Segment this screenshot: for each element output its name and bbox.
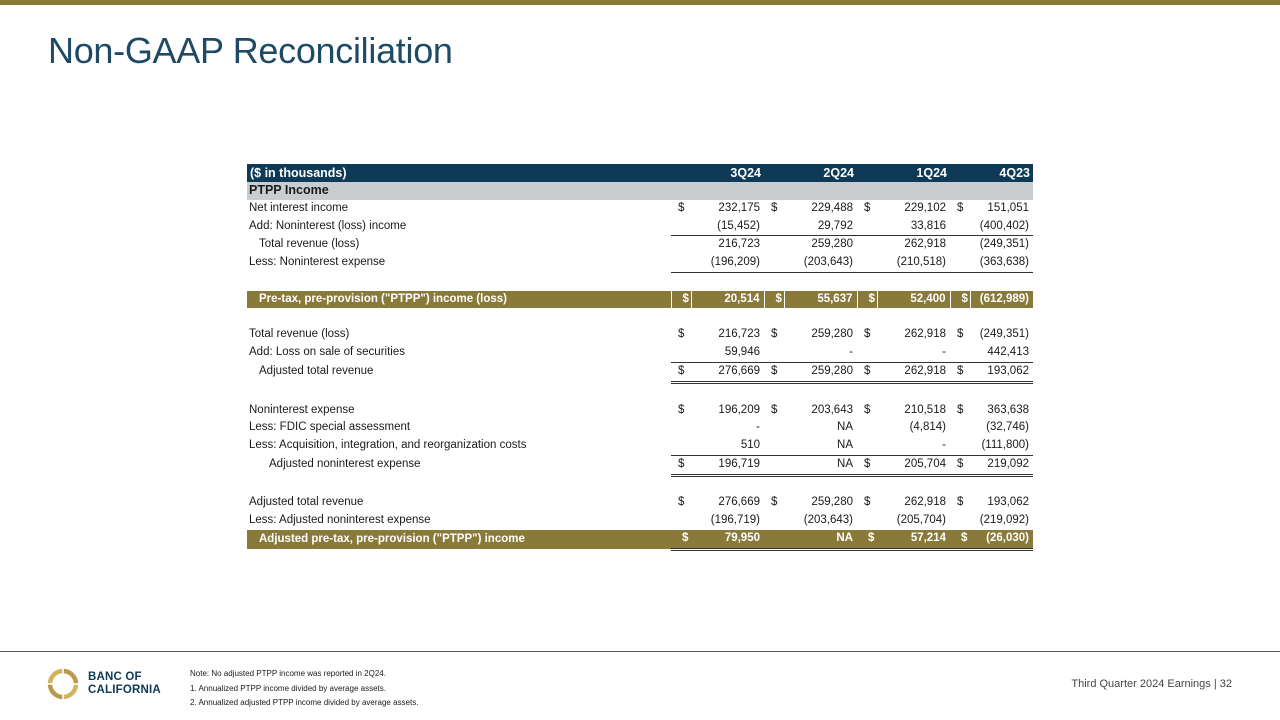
- currency-symbol: $: [957, 328, 964, 341]
- spacer-cell: [247, 272, 1033, 290]
- currency-symbol: $: [857, 455, 877, 475]
- currency-symbol: $: [671, 362, 691, 382]
- value-cell: 52,400: [877, 291, 950, 309]
- currency-symbol: [857, 236, 877, 254]
- currency-symbol: [764, 437, 784, 455]
- value-cell: 442,413: [987, 346, 1029, 359]
- row-label: Add: Loss on sale of securities: [249, 346, 405, 359]
- currency-symbol: [764, 419, 784, 437]
- row-label: Less: Noninterest expense: [249, 256, 386, 269]
- table-row: [247, 344, 1033, 362]
- header-period: 1Q24: [857, 164, 950, 182]
- row-label: Adjusted noninterest expense: [269, 458, 421, 471]
- value-cell: 196,209: [718, 403, 760, 416]
- value-cell: 59,946: [724, 346, 760, 359]
- currency-symbol: [671, 254, 691, 272]
- currency-symbol: $: [771, 496, 778, 509]
- currency-symbol: [764, 236, 784, 254]
- value-cell: 205,704: [877, 455, 950, 475]
- currency-symbol: $: [764, 362, 784, 382]
- row-label: Net interest income: [249, 201, 349, 214]
- currency-symbol: $: [857, 530, 877, 549]
- value-cell: 262,918: [904, 328, 946, 341]
- currency-symbol: $: [950, 362, 970, 382]
- currency-symbol: [857, 344, 877, 362]
- currency-symbol: $: [671, 455, 691, 475]
- row-label: Less: Adjusted noninterest expense: [249, 514, 431, 527]
- spacer-cell: [247, 475, 1033, 494]
- banc-of-california-logo-icon: [47, 668, 79, 700]
- table-row: [247, 494, 1033, 512]
- value-cell: (400,402): [970, 217, 1033, 235]
- footnote: Note: No adjusted PTPP income was reported in 2Q24.: [190, 669, 386, 678]
- value-cell: (205,704): [896, 514, 946, 527]
- reconciliation-table: [247, 164, 1033, 551]
- total-row: [247, 530, 1033, 549]
- total-row: [247, 291, 1033, 309]
- value-cell: 229,488: [811, 201, 853, 214]
- currency-symbol: $: [678, 403, 685, 416]
- row-label: Total revenue (loss): [249, 328, 350, 341]
- currency-symbol: $: [957, 201, 964, 214]
- table-row: [247, 326, 1033, 344]
- row-label: Noninterest expense: [249, 403, 355, 416]
- value-cell: 259,280: [811, 238, 853, 251]
- value-cell: (203,643): [803, 514, 853, 527]
- currency-symbol: [950, 419, 970, 437]
- currency-symbol: [671, 512, 691, 530]
- page-footer-label: Third Quarter 2024 Earnings | 32: [1071, 678, 1232, 690]
- spacer-row: [247, 475, 1033, 494]
- brand-line-2: CALIFORNIA: [88, 684, 161, 696]
- section-title: PTPP Income: [247, 182, 1033, 200]
- currency-symbol: $: [771, 328, 778, 341]
- currency-symbol: $: [678, 201, 685, 214]
- currency-symbol: $: [764, 291, 784, 309]
- row-label: Less: Acquisition, integration, and reorganization costs: [249, 439, 527, 452]
- currency-symbol: [764, 254, 784, 272]
- value-cell: -: [849, 346, 853, 359]
- currency-symbol: [764, 530, 784, 549]
- value-cell: 196,719: [691, 455, 764, 475]
- value-cell: 276,669: [718, 496, 760, 509]
- currency-symbol: [764, 217, 784, 235]
- header-period: 3Q24: [671, 164, 764, 182]
- header-period: 4Q23: [950, 164, 1033, 182]
- value-cell: NA: [784, 530, 857, 549]
- value-cell: 33,816: [877, 217, 950, 235]
- value-cell: 259,280: [811, 328, 853, 341]
- table-row: [247, 362, 1033, 382]
- currency-symbol: [671, 217, 691, 235]
- value-cell: -: [942, 346, 946, 359]
- value-cell: 55,637: [784, 291, 857, 309]
- row-label: Pre-tax, pre-provision ("PTPP") income (loss): [247, 291, 671, 309]
- value-cell: -: [756, 421, 760, 434]
- footnote: 2. Annualized adjusted PTPP income divided by average assets.: [190, 698, 419, 707]
- value-cell: 259,280: [784, 362, 857, 382]
- value-cell: (111,800): [981, 439, 1029, 452]
- row-label: Total revenue (loss): [259, 238, 360, 251]
- page-title: Non-GAAP Reconciliation: [48, 30, 453, 71]
- currency-symbol: $: [671, 291, 691, 309]
- value-cell: 232,175: [718, 201, 760, 214]
- currency-symbol: $: [950, 291, 970, 309]
- value-cell: 151,051: [987, 201, 1029, 214]
- currency-symbol: [857, 254, 877, 272]
- value-cell: (15,452): [691, 217, 764, 235]
- value-cell: 210,518: [904, 403, 946, 416]
- value-cell: 216,723: [718, 238, 760, 251]
- footer-divider: [0, 651, 1280, 652]
- value-cell: 216,723: [718, 328, 760, 341]
- value-cell: -: [942, 439, 946, 452]
- row-label: Adjusted total revenue: [259, 365, 374, 378]
- value-cell: (196,719): [710, 514, 760, 527]
- currency-symbol: [950, 512, 970, 530]
- value-cell: NA: [784, 455, 857, 475]
- currency-symbol: [764, 455, 784, 475]
- currency-symbol: [764, 344, 784, 362]
- value-cell: 79,950: [691, 530, 764, 549]
- value-cell: (363,638): [970, 254, 1033, 272]
- currency-symbol: $: [678, 328, 685, 341]
- top-accent-bar: [0, 0, 1280, 5]
- table-row: [247, 401, 1033, 419]
- header-units-label: ($ in thousands): [247, 164, 671, 182]
- value-cell: (249,351): [979, 328, 1029, 341]
- value-cell: NA: [837, 439, 853, 452]
- value-cell: NA: [837, 421, 853, 434]
- value-cell: (219,092): [979, 514, 1029, 527]
- currency-symbol: [857, 437, 877, 455]
- spacer-row: [247, 272, 1033, 290]
- currency-symbol: $: [957, 496, 964, 509]
- value-cell: (612,989): [970, 291, 1033, 309]
- value-cell: 276,669: [691, 362, 764, 382]
- row-label: Less: FDIC special assessment: [249, 421, 411, 434]
- currency-symbol: [671, 344, 691, 362]
- table-row: [247, 419, 1033, 437]
- table-row: [247, 236, 1033, 254]
- value-cell: (26,030): [970, 530, 1033, 549]
- brand-line-1: BANC OF: [88, 671, 142, 683]
- spacer-row: [247, 308, 1033, 326]
- value-cell: 262,918: [877, 362, 950, 382]
- table-row: [247, 254, 1033, 272]
- currency-symbol: $: [864, 201, 871, 214]
- value-cell: 203,643: [811, 403, 853, 416]
- currency-symbol: [857, 419, 877, 437]
- value-cell: (32,746): [986, 421, 1029, 434]
- value-cell: 193,062: [987, 496, 1029, 509]
- currency-symbol: $: [950, 455, 970, 475]
- currency-symbol: $: [678, 496, 685, 509]
- currency-symbol: $: [864, 403, 871, 416]
- value-cell: 262,918: [904, 238, 946, 251]
- currency-symbol: $: [671, 530, 691, 549]
- spacer-cell: [247, 308, 1033, 326]
- footnote: 1. Annualized PTPP income divided by average assets.: [190, 683, 386, 693]
- header-period: 2Q24: [764, 164, 857, 182]
- value-cell: 57,214: [877, 530, 950, 549]
- currency-symbol: [671, 236, 691, 254]
- currency-symbol: [857, 217, 877, 235]
- value-cell: 229,102: [904, 201, 946, 214]
- currency-symbol: $: [864, 496, 871, 509]
- currency-symbol: $: [864, 328, 871, 341]
- currency-symbol: [950, 217, 970, 235]
- table-row: [247, 512, 1033, 530]
- table-row: [247, 217, 1033, 235]
- currency-symbol: [950, 236, 970, 254]
- currency-symbol: $: [771, 201, 778, 214]
- table-row: [247, 200, 1033, 218]
- currency-symbol: [950, 437, 970, 455]
- currency-symbol: [950, 254, 970, 272]
- currency-symbol: $: [857, 362, 877, 382]
- value-cell: 193,062: [970, 362, 1033, 382]
- value-cell: (203,643): [784, 254, 857, 272]
- currency-symbol: $: [857, 291, 877, 309]
- value-cell: (4,814): [909, 421, 946, 434]
- row-label: Add: Noninterest (loss) income: [249, 219, 407, 232]
- spacer-cell: [247, 382, 1033, 401]
- table-row: [247, 455, 1033, 475]
- currency-symbol: $: [950, 530, 970, 549]
- value-cell: (249,351): [979, 238, 1029, 251]
- currency-symbol: $: [771, 403, 778, 416]
- section-header-row: [247, 182, 1033, 200]
- brand-wordmark: [88, 671, 161, 697]
- value-cell: 219,092: [970, 455, 1033, 475]
- currency-symbol: [857, 512, 877, 530]
- value-cell: 363,638: [987, 403, 1029, 416]
- currency-symbol: [764, 512, 784, 530]
- currency-symbol: [671, 419, 691, 437]
- value-cell: 262,918: [904, 496, 946, 509]
- currency-symbol: $: [957, 403, 964, 416]
- value-cell: 259,280: [811, 496, 853, 509]
- currency-symbol: [671, 437, 691, 455]
- table-row: [247, 437, 1033, 455]
- row-label: Adjusted pre-tax, pre-provision ("PTPP") income: [247, 530, 671, 549]
- spacer-row: [247, 382, 1033, 401]
- currency-symbol: [950, 344, 970, 362]
- value-cell: 20,514: [691, 291, 764, 309]
- value-cell: (196,209): [691, 254, 764, 272]
- value-cell: 29,792: [784, 217, 857, 235]
- table-header-row: [247, 164, 1033, 182]
- footnotes: [190, 667, 418, 711]
- value-cell: (210,518): [877, 254, 950, 272]
- value-cell: 510: [740, 439, 760, 452]
- row-label: Adjusted total revenue: [249, 496, 364, 509]
